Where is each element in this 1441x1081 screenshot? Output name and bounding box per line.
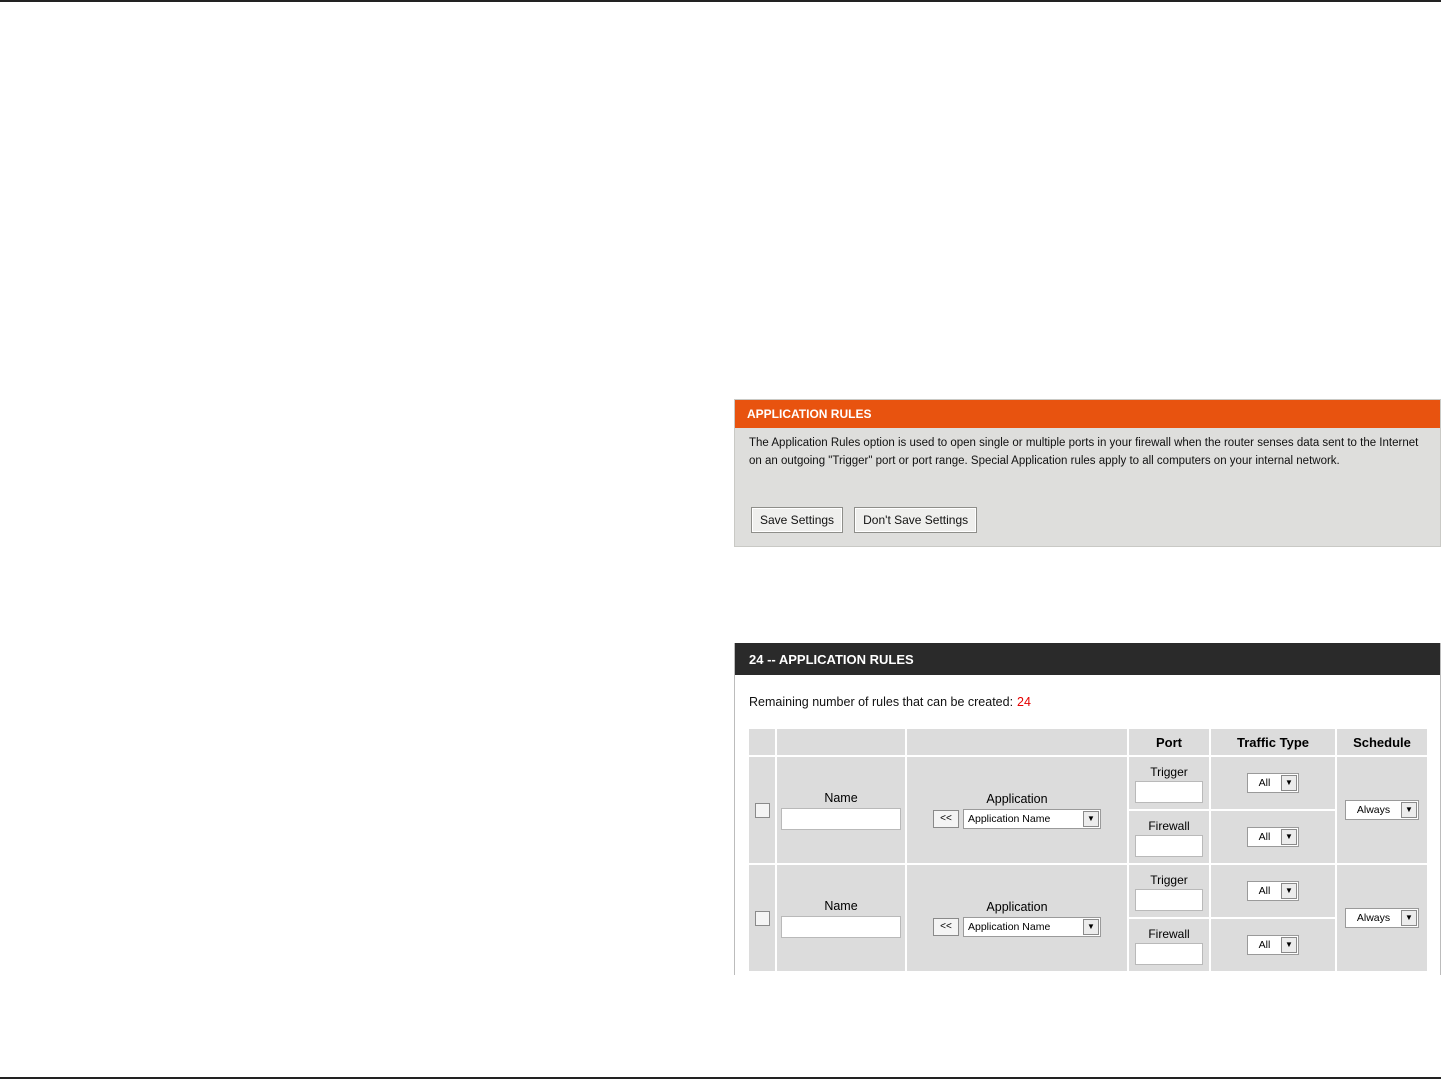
firewall-traffic-value: All <box>1258 831 1271 843</box>
firewall-port-input[interactable] <box>1135 835 1203 857</box>
chevron-down-icon: ▼ <box>1281 883 1297 899</box>
application-rules-table-panel <box>734 643 1441 975</box>
chevron-down-icon: ▼ <box>1281 775 1297 791</box>
rules-table <box>747 727 1429 973</box>
application-name-select[interactable] <box>963 917 1101 937</box>
name-label: Name <box>824 898 858 913</box>
table-row <box>748 756 1428 810</box>
copy-application-button[interactable]: << <box>933 918 959 936</box>
firewall-label: Firewall <box>1148 819 1190 833</box>
trigger-port-cell <box>1128 756 1210 810</box>
schedule-value: Always <box>1356 912 1391 924</box>
rule-enable-checkbox[interactable] <box>755 803 770 818</box>
top-divider <box>0 0 1441 2</box>
firewall-traffic-select[interactable] <box>1247 827 1299 847</box>
trigger-port-input[interactable] <box>1135 781 1203 803</box>
schedule-select[interactable] <box>1345 800 1419 820</box>
trigger-traffic-value: All <box>1258 885 1271 897</box>
trigger-label: Trigger <box>1150 873 1188 887</box>
header-app-cell <box>906 728 1128 756</box>
chevron-down-icon: ▼ <box>1401 910 1417 926</box>
firewall-port-input[interactable] <box>1135 943 1203 965</box>
application-name-select[interactable] <box>963 809 1101 829</box>
application-label: Application <box>986 791 1048 806</box>
name-label: Name <box>824 790 858 805</box>
trigger-traffic-value: All <box>1258 777 1271 789</box>
trigger-label: Trigger <box>1150 765 1188 779</box>
rules-title: 24 -- APPLICATION RULES <box>735 643 1440 675</box>
header-traffic-type: Traffic Type <box>1210 728 1336 756</box>
rule-checkbox-cell <box>748 864 776 972</box>
remaining-label: Remaining number of rules that can be created: <box>749 695 1014 709</box>
firewall-traffic-select[interactable] <box>1247 935 1299 955</box>
intro-title: APPLICATION RULES <box>735 400 1440 428</box>
firewall-traffic-value: All <box>1258 939 1271 951</box>
name-input[interactable] <box>781 916 901 938</box>
chevron-down-icon: ▼ <box>1401 802 1417 818</box>
bottom-divider <box>0 1077 1441 1079</box>
trigger-port-cell <box>1128 864 1210 918</box>
rule-name-cell <box>776 864 906 972</box>
chevron-down-icon: ▼ <box>1083 919 1099 935</box>
name-input[interactable] <box>781 808 901 830</box>
application-label: Application <box>986 899 1048 914</box>
rule-name-cell <box>776 756 906 864</box>
rule-application-cell <box>906 756 1128 864</box>
chevron-down-icon: ▼ <box>1281 937 1297 953</box>
intro-button-row <box>751 507 983 533</box>
table-row <box>748 864 1428 918</box>
trigger-traffic-select[interactable] <box>1247 881 1299 901</box>
header-check-cell <box>748 728 776 756</box>
trigger-traffic-select[interactable] <box>1247 773 1299 793</box>
trigger-traffic-cell <box>1210 864 1336 918</box>
save-settings-button[interactable]: Save Settings <box>751 507 843 533</box>
remaining-rules-text <box>749 695 1031 709</box>
dont-save-settings-button[interactable]: Don't Save Settings <box>854 507 977 533</box>
chevron-down-icon: ▼ <box>1281 829 1297 845</box>
intro-description: The Application Rules option is used to open single or multiple ports in your firewall when the router senses data sent to the Internet on an outgoing "Trigger" port or port range. Special Application rules apply to all computers on your internal network. <box>749 437 1419 467</box>
header-name-cell <box>776 728 906 756</box>
firewall-port-cell <box>1128 918 1210 972</box>
firewall-traffic-cell <box>1210 810 1336 864</box>
chevron-down-icon: ▼ <box>1083 811 1099 827</box>
copy-application-button[interactable]: << <box>933 810 959 828</box>
header-schedule: Schedule <box>1336 728 1428 756</box>
schedule-cell <box>1336 756 1428 864</box>
application-rules-intro-panel <box>734 399 1441 547</box>
application-select-value: Application Name <box>968 812 1051 825</box>
rule-application-cell <box>906 864 1128 972</box>
trigger-port-input[interactable] <box>1135 889 1203 911</box>
rule-checkbox-cell <box>748 756 776 864</box>
firewall-traffic-cell <box>1210 918 1336 972</box>
schedule-value: Always <box>1356 804 1391 816</box>
schedule-select[interactable] <box>1345 908 1419 928</box>
remaining-count: 24 <box>1017 695 1031 709</box>
rule-enable-checkbox[interactable] <box>755 911 770 926</box>
application-select-value: Application Name <box>968 920 1051 933</box>
trigger-traffic-cell <box>1210 756 1336 810</box>
schedule-cell <box>1336 864 1428 972</box>
firewall-label: Firewall <box>1148 927 1190 941</box>
firewall-port-cell <box>1128 810 1210 864</box>
table-header-row <box>748 728 1428 756</box>
header-port: Port <box>1128 728 1210 756</box>
